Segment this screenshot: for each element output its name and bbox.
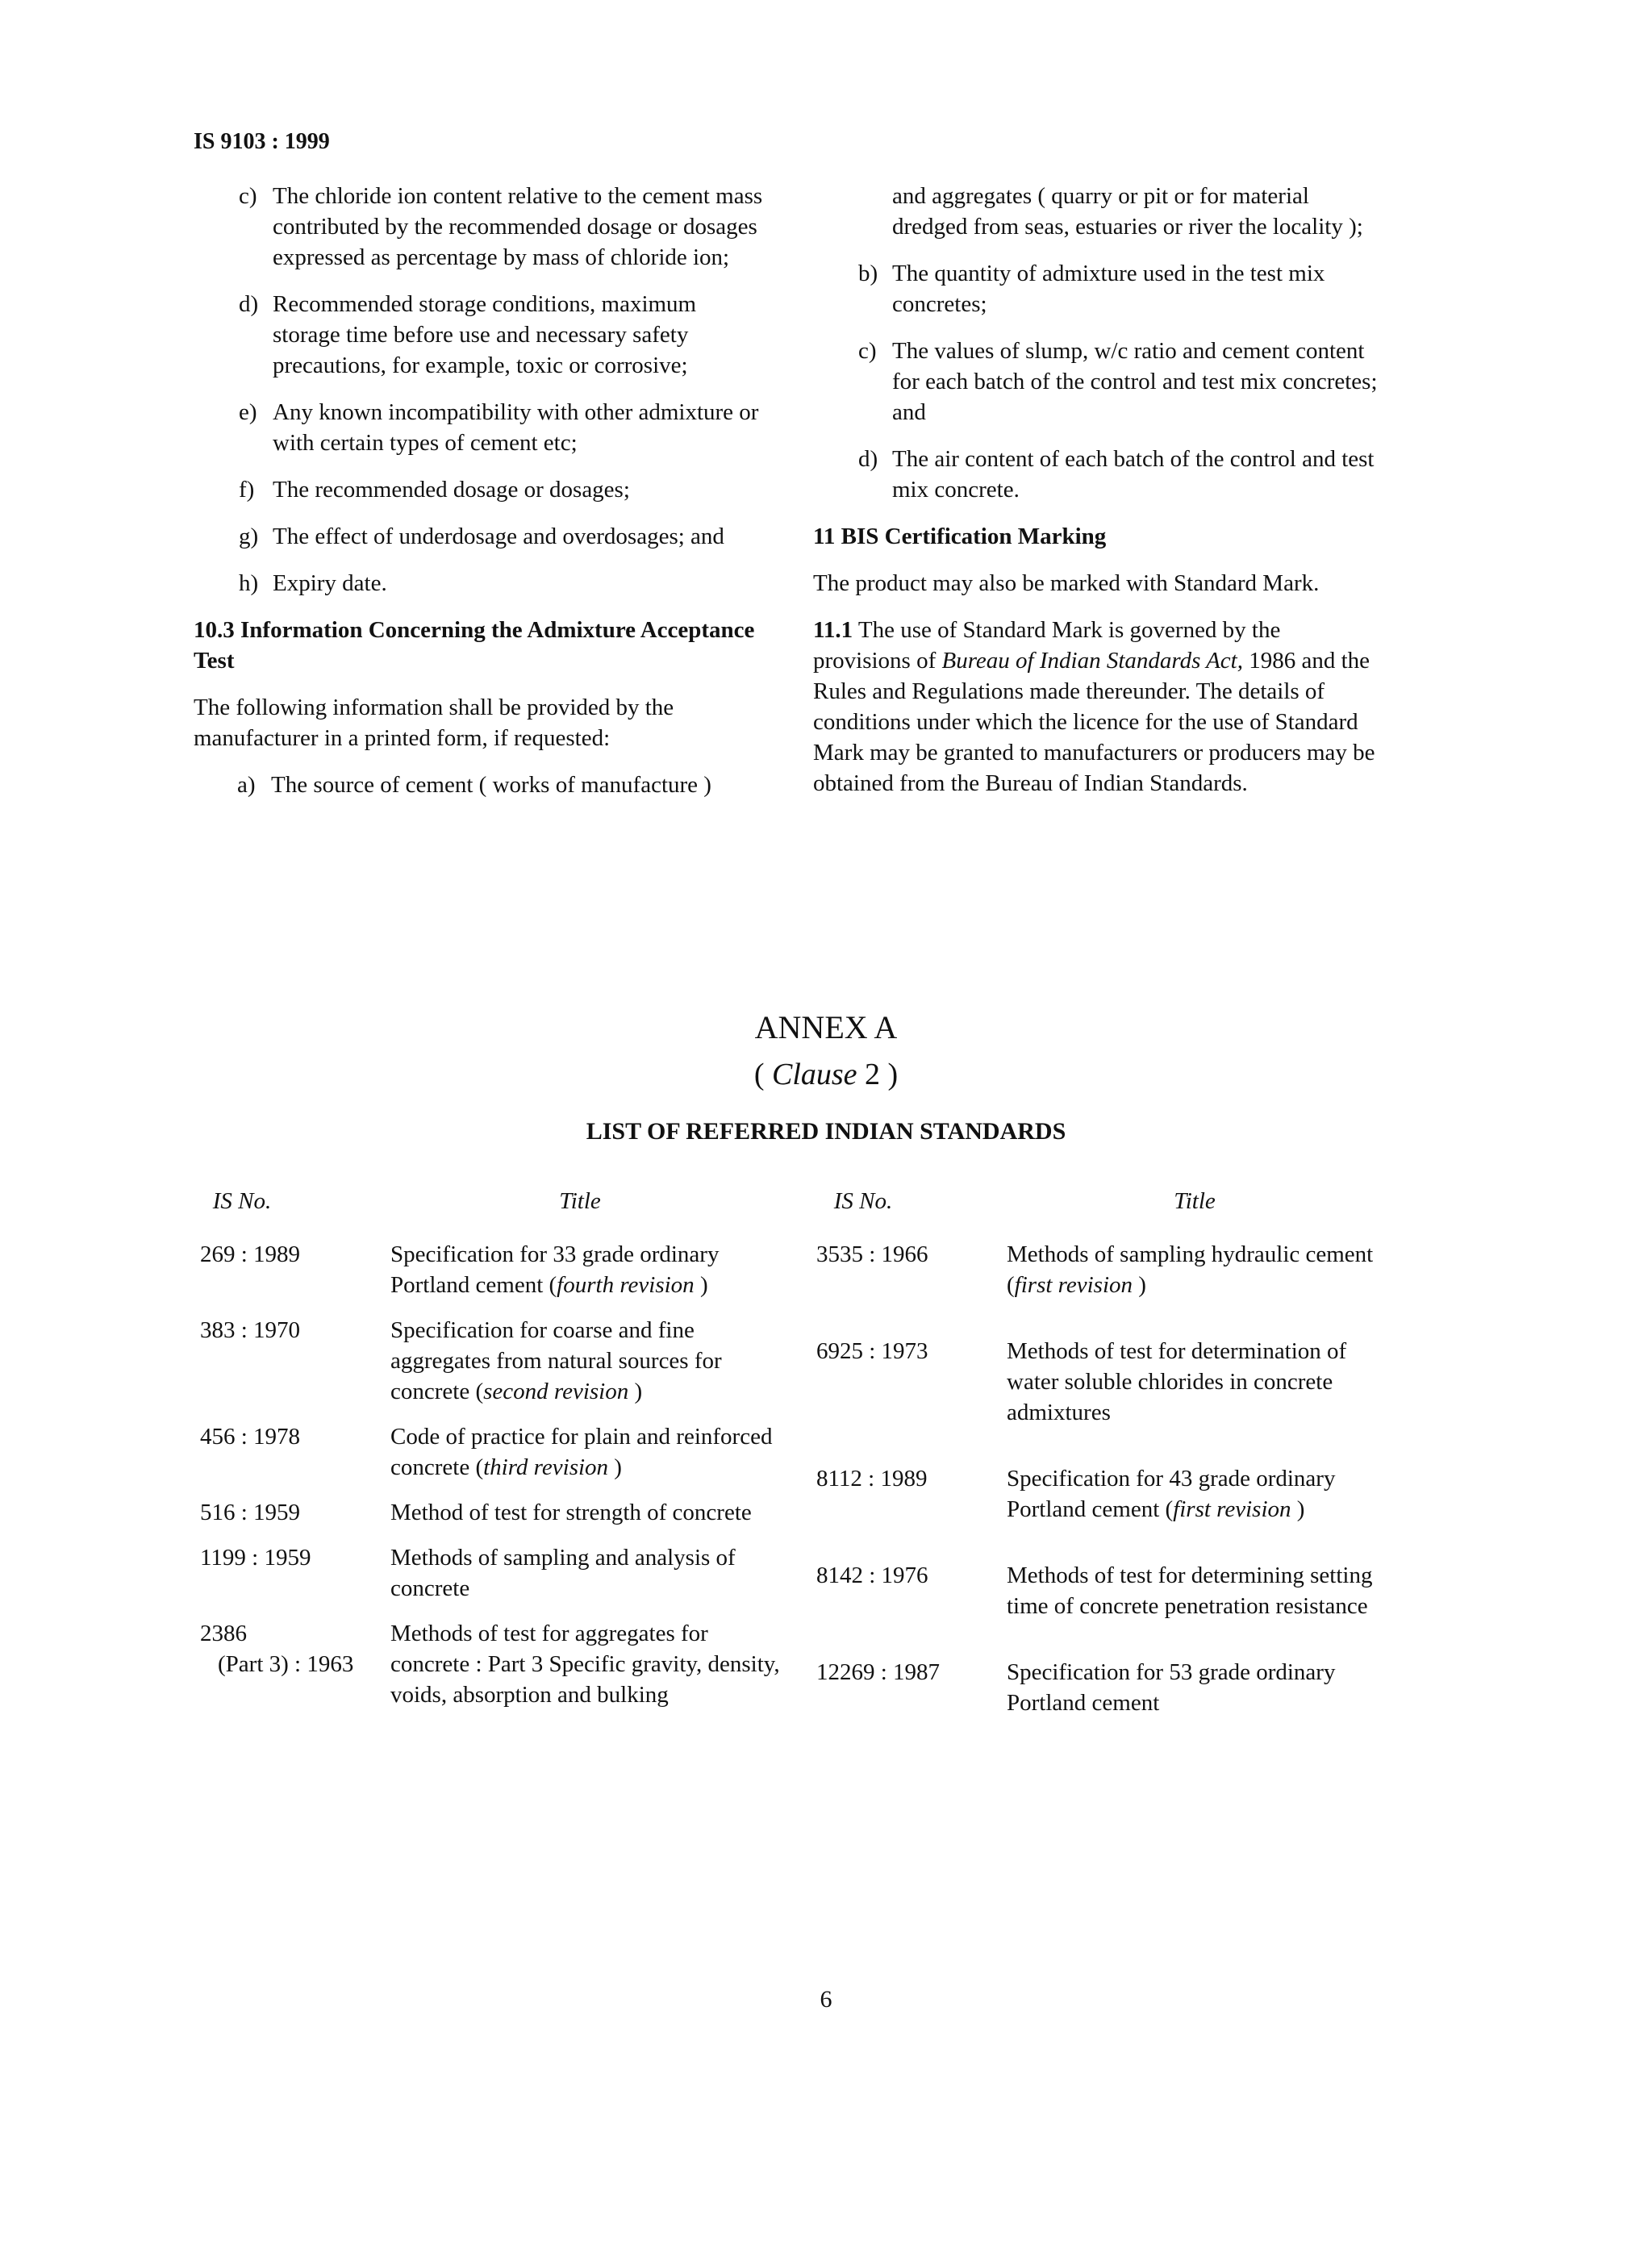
- standard-title: Specification for coarse and fine aggregates from natural sources for concrete (second revision ): [390, 1317, 722, 1404]
- standard-number: 6925 : 1973: [816, 1338, 928, 1364]
- document-id: IS 9103 : 1999: [194, 129, 330, 154]
- annex-clause: [0, 1057, 1652, 1092]
- list-item: [194, 521, 768, 552]
- page-number: 6: [820, 1986, 832, 2013]
- standard-title: Specification for 53 grade ordinary Portland cement: [1007, 1659, 1336, 1716]
- list-item: [194, 568, 768, 599]
- standard-title: Methods of test for determination of water soluble chlorides in concrete admixtures: [1007, 1338, 1347, 1425]
- table-row: [194, 1421, 782, 1483]
- standard-number: 12269 : 1987: [816, 1659, 941, 1685]
- item-label: d): [239, 291, 259, 317]
- item-label: b): [858, 261, 878, 286]
- item-text: The quantity of admixture used in the test mix concretes;: [892, 261, 1325, 317]
- column-header-title: Title: [559, 1188, 601, 1214]
- list-item: [194, 181, 768, 273]
- table-row: [194, 1497, 782, 1528]
- table-row: [807, 1336, 1404, 1428]
- standard-number: 8112 : 1989: [816, 1466, 928, 1492]
- item-label: c): [239, 183, 257, 209]
- table-row: [194, 1315, 782, 1407]
- standard-title: Methods of test for aggregates for concrete : Part 3 Specific gravity, density, voids, absorption and bulking: [390, 1621, 780, 1708]
- standard-title: Method of test for strength of concrete: [390, 1500, 752, 1525]
- item-label: h): [239, 570, 259, 596]
- standard-title: Specification for 33 grade ordinary Portland cement (fourth revision ): [390, 1241, 720, 1298]
- section-number: 11.1: [813, 617, 853, 643]
- item-label: a): [237, 772, 256, 798]
- standard-title: Specification for 43 grade ordinary Portland cement (first revision ): [1007, 1466, 1336, 1522]
- right-column: [813, 181, 1383, 815]
- standard-number: 3535 : 1966: [816, 1241, 928, 1267]
- section-11-heading: [813, 521, 1383, 552]
- item-label: g): [239, 524, 259, 549]
- item-text: Any known incompatibility with other admixture or with certain types of cement etc;: [273, 399, 759, 456]
- standard-number: 269 : 1989: [200, 1241, 301, 1267]
- section-title: BIS Certification Marking: [841, 524, 1107, 549]
- item-a-continuation: and aggregates ( quarry or pit or for material dredged from seas, estuaries or river the locality );: [892, 183, 1363, 240]
- item-text: The effect of underdosage and overdosages; and: [273, 524, 724, 549]
- standard-number: [194, 1618, 390, 1710]
- table-row: [807, 1239, 1404, 1300]
- standard-number: 456 : 1978: [200, 1424, 301, 1450]
- section-number: 11: [813, 524, 836, 549]
- clause-open: (: [753, 1058, 765, 1091]
- left-column: [194, 181, 768, 816]
- clause-number: 2 ): [865, 1058, 899, 1091]
- standard-number: 1199 : 1959: [200, 1545, 311, 1571]
- table-row: [194, 1542, 782, 1604]
- item-text: The recommended dosage or dosages;: [273, 477, 630, 503]
- standards-table-right: [807, 1186, 1404, 1733]
- section-10-3-intro: The following information shall be provided by the manufacturer in a printed form, if requested:: [194, 695, 674, 751]
- section-number: 10.3: [194, 617, 235, 643]
- table-row: [194, 1239, 782, 1300]
- item-text: The chloride ion content relative to the cement mass contributed by the recommended dosage or dosages expressed as percentage by mass of chloride ion;: [273, 183, 763, 270]
- table-row: [807, 1560, 1404, 1621]
- item-label: f): [239, 477, 255, 503]
- clause-word: Clause: [771, 1058, 857, 1091]
- column-header-is-no: IS No.: [212, 1188, 272, 1214]
- section-11-1-paragraph: [813, 615, 1383, 799]
- list-item: [813, 258, 1383, 319]
- annex-title: ANNEX A: [754, 1009, 898, 1045]
- annex-list-title: LIST OF REFERRED INDIAN STANDARDS: [586, 1118, 1066, 1145]
- standard-number-line1: 2386: [200, 1621, 247, 1646]
- list-item: [194, 474, 768, 505]
- item-text: The air content of each batch of the control and test mix concrete.: [892, 446, 1375, 503]
- paragraph-text: The use of Standard Mark is governed by the provisions of: [813, 617, 1281, 674]
- item-text: The source of cement ( works of manufacture ): [271, 772, 711, 798]
- list-item: [194, 289, 768, 381]
- standard-title: Methods of test for determining setting time of concrete penetration resistance: [1007, 1562, 1373, 1619]
- list-item: [194, 397, 768, 458]
- standard-number: 516 : 1959: [200, 1500, 301, 1525]
- standard-title: Code of practice for plain and reinforced concrete (third revision ): [390, 1424, 773, 1480]
- table-row: [807, 1657, 1404, 1718]
- standard-number: 8142 : 1976: [816, 1562, 928, 1588]
- section-10-3-heading: [194, 615, 768, 676]
- table-header: [807, 1186, 1404, 1216]
- section-title: Information Concerning the Admixture Acceptance Test: [194, 617, 755, 674]
- standard-title: Methods of sampling and analysis of concrete: [390, 1545, 736, 1601]
- list-item: [813, 444, 1383, 505]
- item-text: Expiry date.: [273, 570, 387, 596]
- standard-number: 383 : 1970: [200, 1317, 301, 1343]
- standard-title: Methods of sampling hydraulic cement (first revision ): [1007, 1241, 1374, 1298]
- column-header-title: Title: [1174, 1188, 1216, 1214]
- table-row: [194, 1618, 782, 1710]
- list-item: [194, 770, 768, 800]
- section-11-text: The product may also be marked with Standard Mark.: [813, 570, 1320, 596]
- item-label: e): [239, 399, 257, 425]
- item-label: c): [858, 338, 877, 364]
- list-item: [813, 336, 1383, 428]
- item-label: d): [858, 446, 878, 472]
- column-header-is-no: IS No.: [833, 1188, 893, 1214]
- standards-table-left: [194, 1186, 782, 1725]
- item-text: The values of slump, w/c ratio and cement content for each batch of the control and test mix concretes; and: [892, 338, 1378, 425]
- act-name: Bureau of Indian Standards Act,: [941, 648, 1243, 674]
- paragraph-text: 1986 and the Rules and Regulations made thereunder. The details of conditions under which the licence for the use of Standard Mark may be granted to manufacturers or producers may be obtained from the Bureau of Indian Standards.: [813, 648, 1375, 796]
- item-text: Recommended storage conditions, maximum storage time before use and necessary safety precautions, for example, toxic or corrosive;: [273, 291, 697, 378]
- table-header: [194, 1186, 782, 1216]
- table-row: [807, 1463, 1404, 1525]
- standard-number-line2: (Part 3) : 1963: [218, 1651, 354, 1677]
